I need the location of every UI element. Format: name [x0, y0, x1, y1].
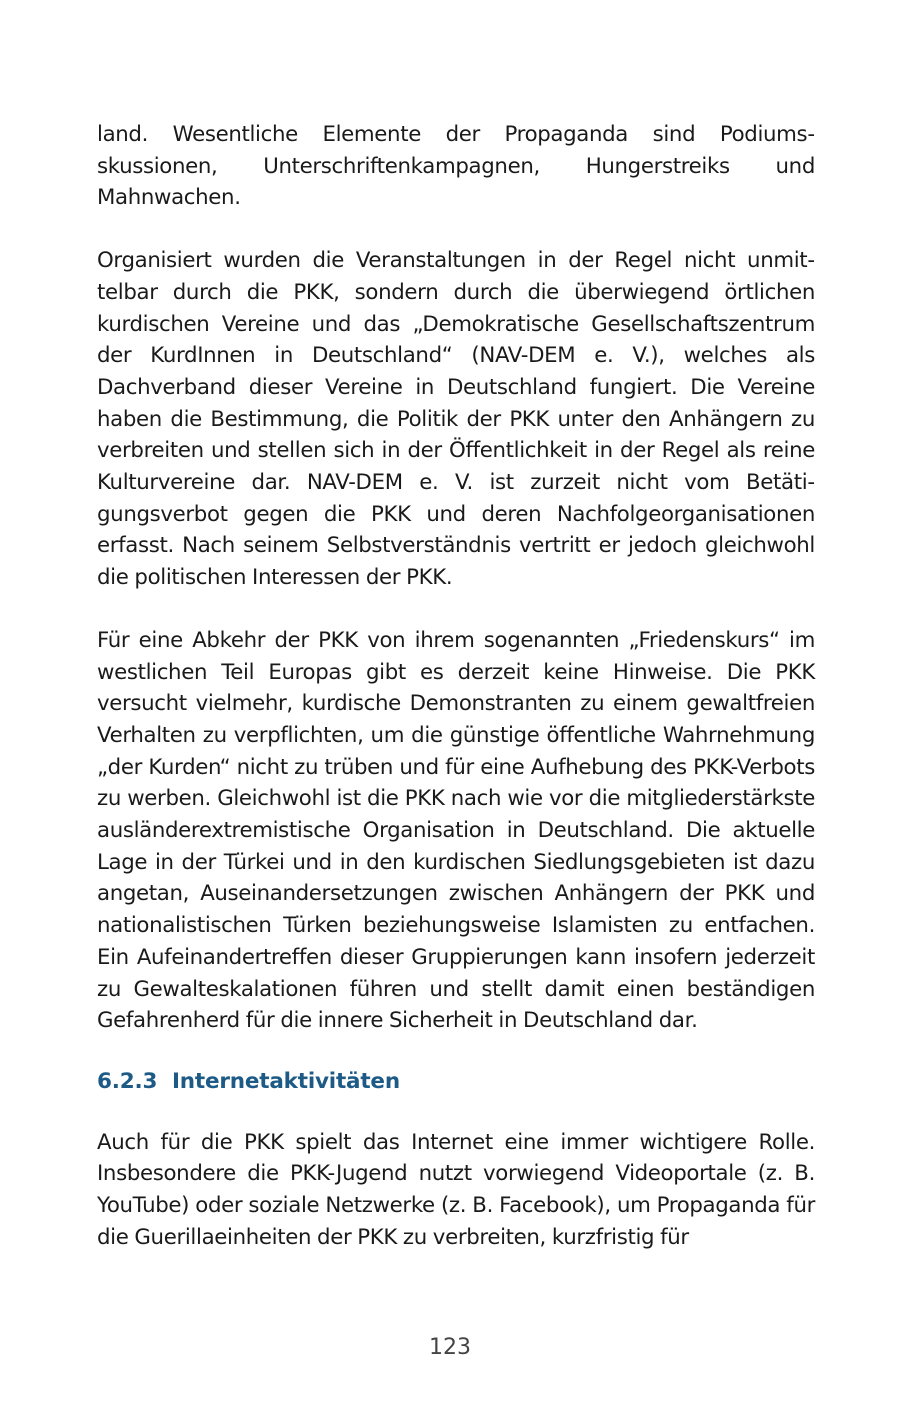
- paragraph-propaganda-elements: land. Wesentliche Elemente der Propaganda sind Podiumsskussionen, Unterschriftenkampagnen, Hungerstreiks und Mahnwachen.: [97, 122, 815, 211]
- paragraph-nav-dem: Organisiert wurden die Veranstaltungen in der Regel nicht unmittelbar durch die PKK, sondern durch die überwiegend örtlichen kurdischen Vereine und das „Demokratische Gesellschaftszentrum der KurdInnen in Deutschland“ (NAV-DEM e. V.), welches als Dachverband dieser Vereine in Deutschland fungiert. Die Vereine haben die Bestimmung, die Politik der PKK unter den Anhängern zu verbreiten und stellen sich in der Öffentlichkeit in der Regel als reine Kulturvereine dar. NAV-DEM e. V. ist zurzeit nicht vom Betätigungsverbot gegen die PKK und deren Nachfolgeorganisationen erfasst. Nach seinem Selbstverständnis vertritt er jedoch gleichwohl die politischen Interessen der PKK.: [97, 248, 815, 591]
- page-body: [97, 119, 815, 1254]
- section-number: 6.2.3: [97, 1068, 158, 1094]
- paragraph-internet: Auch für die PKK spielt das Internet eine immer wichtigere Rolle. Insbesondere die PKK-Jugend nutzt vorwiegend Videoportale (z. B. YouTube) oder soziale Netzwerke (z. B. Facebook), um Propaganda für die Guerillaeinheiten der PKK zu verbreiten, kurzfristig für: [97, 1129, 815, 1250]
- page-number: 123: [429, 1335, 471, 1360]
- section-title: Internetaktivitäten: [172, 1068, 400, 1094]
- section-heading: [97, 1066, 815, 1098]
- paragraph-friedenskurs: Für eine Abkehr der PKK von ihrem sogenannten „Friedenskurs“ im westlichen Teil Europas gibt es derzeit keine Hinweise. Die PKK versucht vielmehr, kurdische Demonstranten zu einem gewaltfreien Verhalten zu verpflichten, um die günstige öffentliche Wahrnehmung „der Kurden“ nicht zu trüben und für eine Aufhebung des PKK-Verbots zu werben. Gleichwohl ist die PKK nach wie vor die mitgliederstärkste ausländerextremistische Organisation in Deutschland. Die aktuelle Lage in der Türkei und in den kurdischen Siedlungsgebieten ist dazu angetan, Auseinandersetzungen zwischen Anhängern der PKK und nationalistischen Türken beziehungsweise Islamisten zu entfachen. Ein Aufeinandertreffen dieser Gruppierungen kann insofern jederzeit zu Gewalteskalationen führen und stellt damit einen beständigen Gefahrenherd für die innere Sicherheit in Deutschland dar.: [97, 627, 815, 1034]
